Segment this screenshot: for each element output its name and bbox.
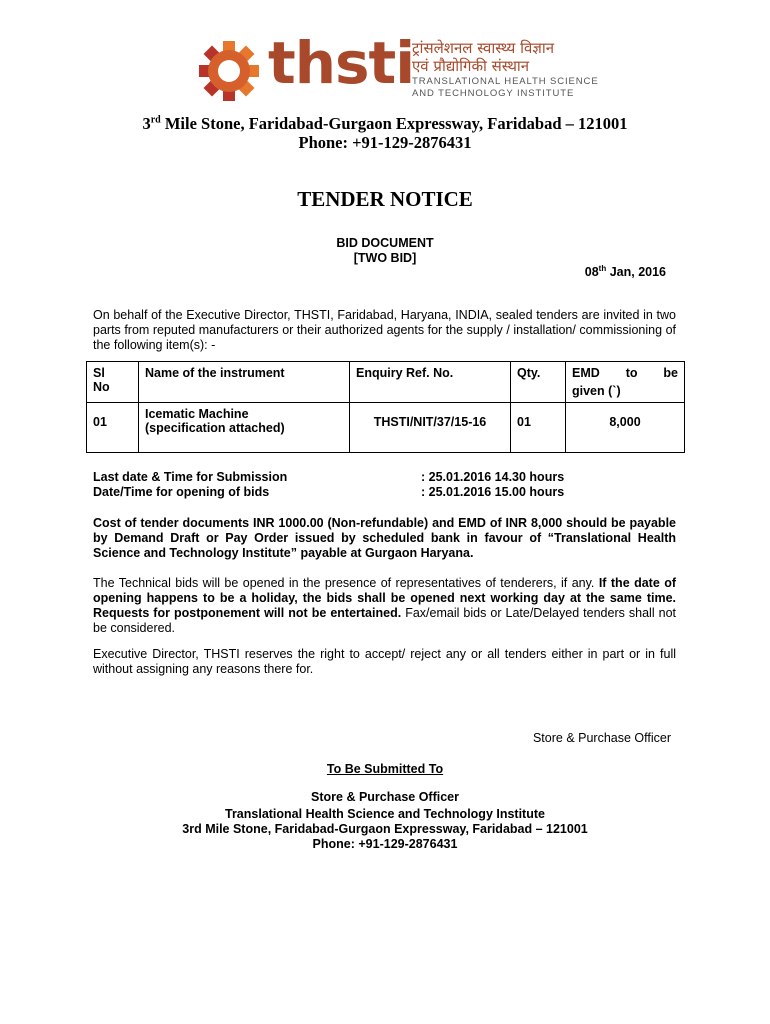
page-title: TENDER NOTICE (297, 187, 473, 211)
submit-line-2: Translational Health Science and Technology Institute (225, 807, 545, 821)
institute-phone: Phone: +91-129-2876431 (298, 133, 472, 152)
submit-heading: To Be Submitted To (326, 762, 444, 776)
table-row (87, 403, 685, 453)
header-emd: EMD to be given (`) (566, 362, 685, 403)
cost-paragraph: Cost of tender documents INR 1000.00 (Non-refundable) and EMD of INR 8,000 should be payable by Demand Draft or Pay Order issued by scheduled bank in favour of “Translational Health Science and Technology Institute” payable at Gurgaon Haryana. (93, 516, 676, 560)
header-instrument-name: Name of the instrument (139, 362, 350, 403)
bid-document-label: BID DOCUMENT (336, 236, 434, 250)
signatory: Store & Purchase Officer (532, 731, 671, 745)
table-header-row (87, 362, 685, 403)
logo-hindi-line-1: ट्रांसलेशनल स्वास्थ्य विज्ञान (412, 39, 555, 57)
submit-line-3: 3rd Mile Stone, Faridabad-Gurgaon Expressway, Faridabad – 121001 (182, 822, 588, 836)
cell-qty: 01 (511, 403, 566, 453)
cell-enquiry-ref: THSTI/NIT/37/15-16 (350, 403, 511, 453)
header-qty: Qty. (511, 362, 566, 403)
two-bid-label: [TWO BID] (353, 251, 417, 265)
submit-line-1: Store & Purchase Officer (311, 790, 459, 804)
last-date-value: : 25.01.2016 14.30 hours (421, 470, 565, 484)
submit-line-4: Phone: +91-129-2876431 (312, 837, 458, 851)
last-date-label: Last date & Time for Submission (93, 470, 288, 484)
notice-date: 08th Jan, 2016 (584, 264, 666, 280)
cell-emd: 8,000 (566, 403, 685, 453)
cell-sl: 01 (87, 403, 139, 453)
intro-paragraph: On behalf of the Executive Director, THSTI, Faridabad, Haryana, INDIA, sealed tenders are invited in two parts from reputed manufacturers or their authorized agents for the supply / installation/ commissioning of the following item(s): - (93, 308, 676, 352)
logo-english-line-2: AND TECHNOLOGY INSTITUTE (412, 88, 575, 99)
items-table (86, 361, 685, 453)
header-enquiry-ref: Enquiry Ref. No. (350, 362, 511, 403)
logo-hindi-line-2: एवं प्रौद्योगिकी संस्थान (412, 57, 530, 75)
thsti-logo-icon (198, 40, 260, 102)
institute-address: 3rd Mile Stone, Faridabad-Gurgaon Expressway, Faridabad – 121001 (142, 114, 628, 133)
opening-date-label: Date/Time for opening of bids (93, 485, 270, 499)
logo-english-line-1: TRANSLATIONAL HEALTH SCIENCE (412, 76, 599, 87)
technical-bid-paragraph: The Technical bids will be opened in the presence of representatives of tenderers, if any. If the date of opening happens to be a holiday, the bids shall be opened next working day at the same time. Requests for postponement will not be entertained. Fax/email bids or Late/Delayed tenders shall not be considered. (93, 576, 677, 635)
header-sl-no: Sl No (87, 362, 139, 403)
opening-date-value: : 25.01.2016 15.00 hours (421, 485, 565, 499)
logo-wordmark: thsti (268, 29, 415, 97)
cell-instrument-name: Icematic Machine (specification attached) (139, 403, 350, 453)
executive-paragraph: Executive Director, THSTI reserves the right to accept/ reject any or all tenders either in part or in full without assigning any reasons there for. (93, 647, 676, 676)
